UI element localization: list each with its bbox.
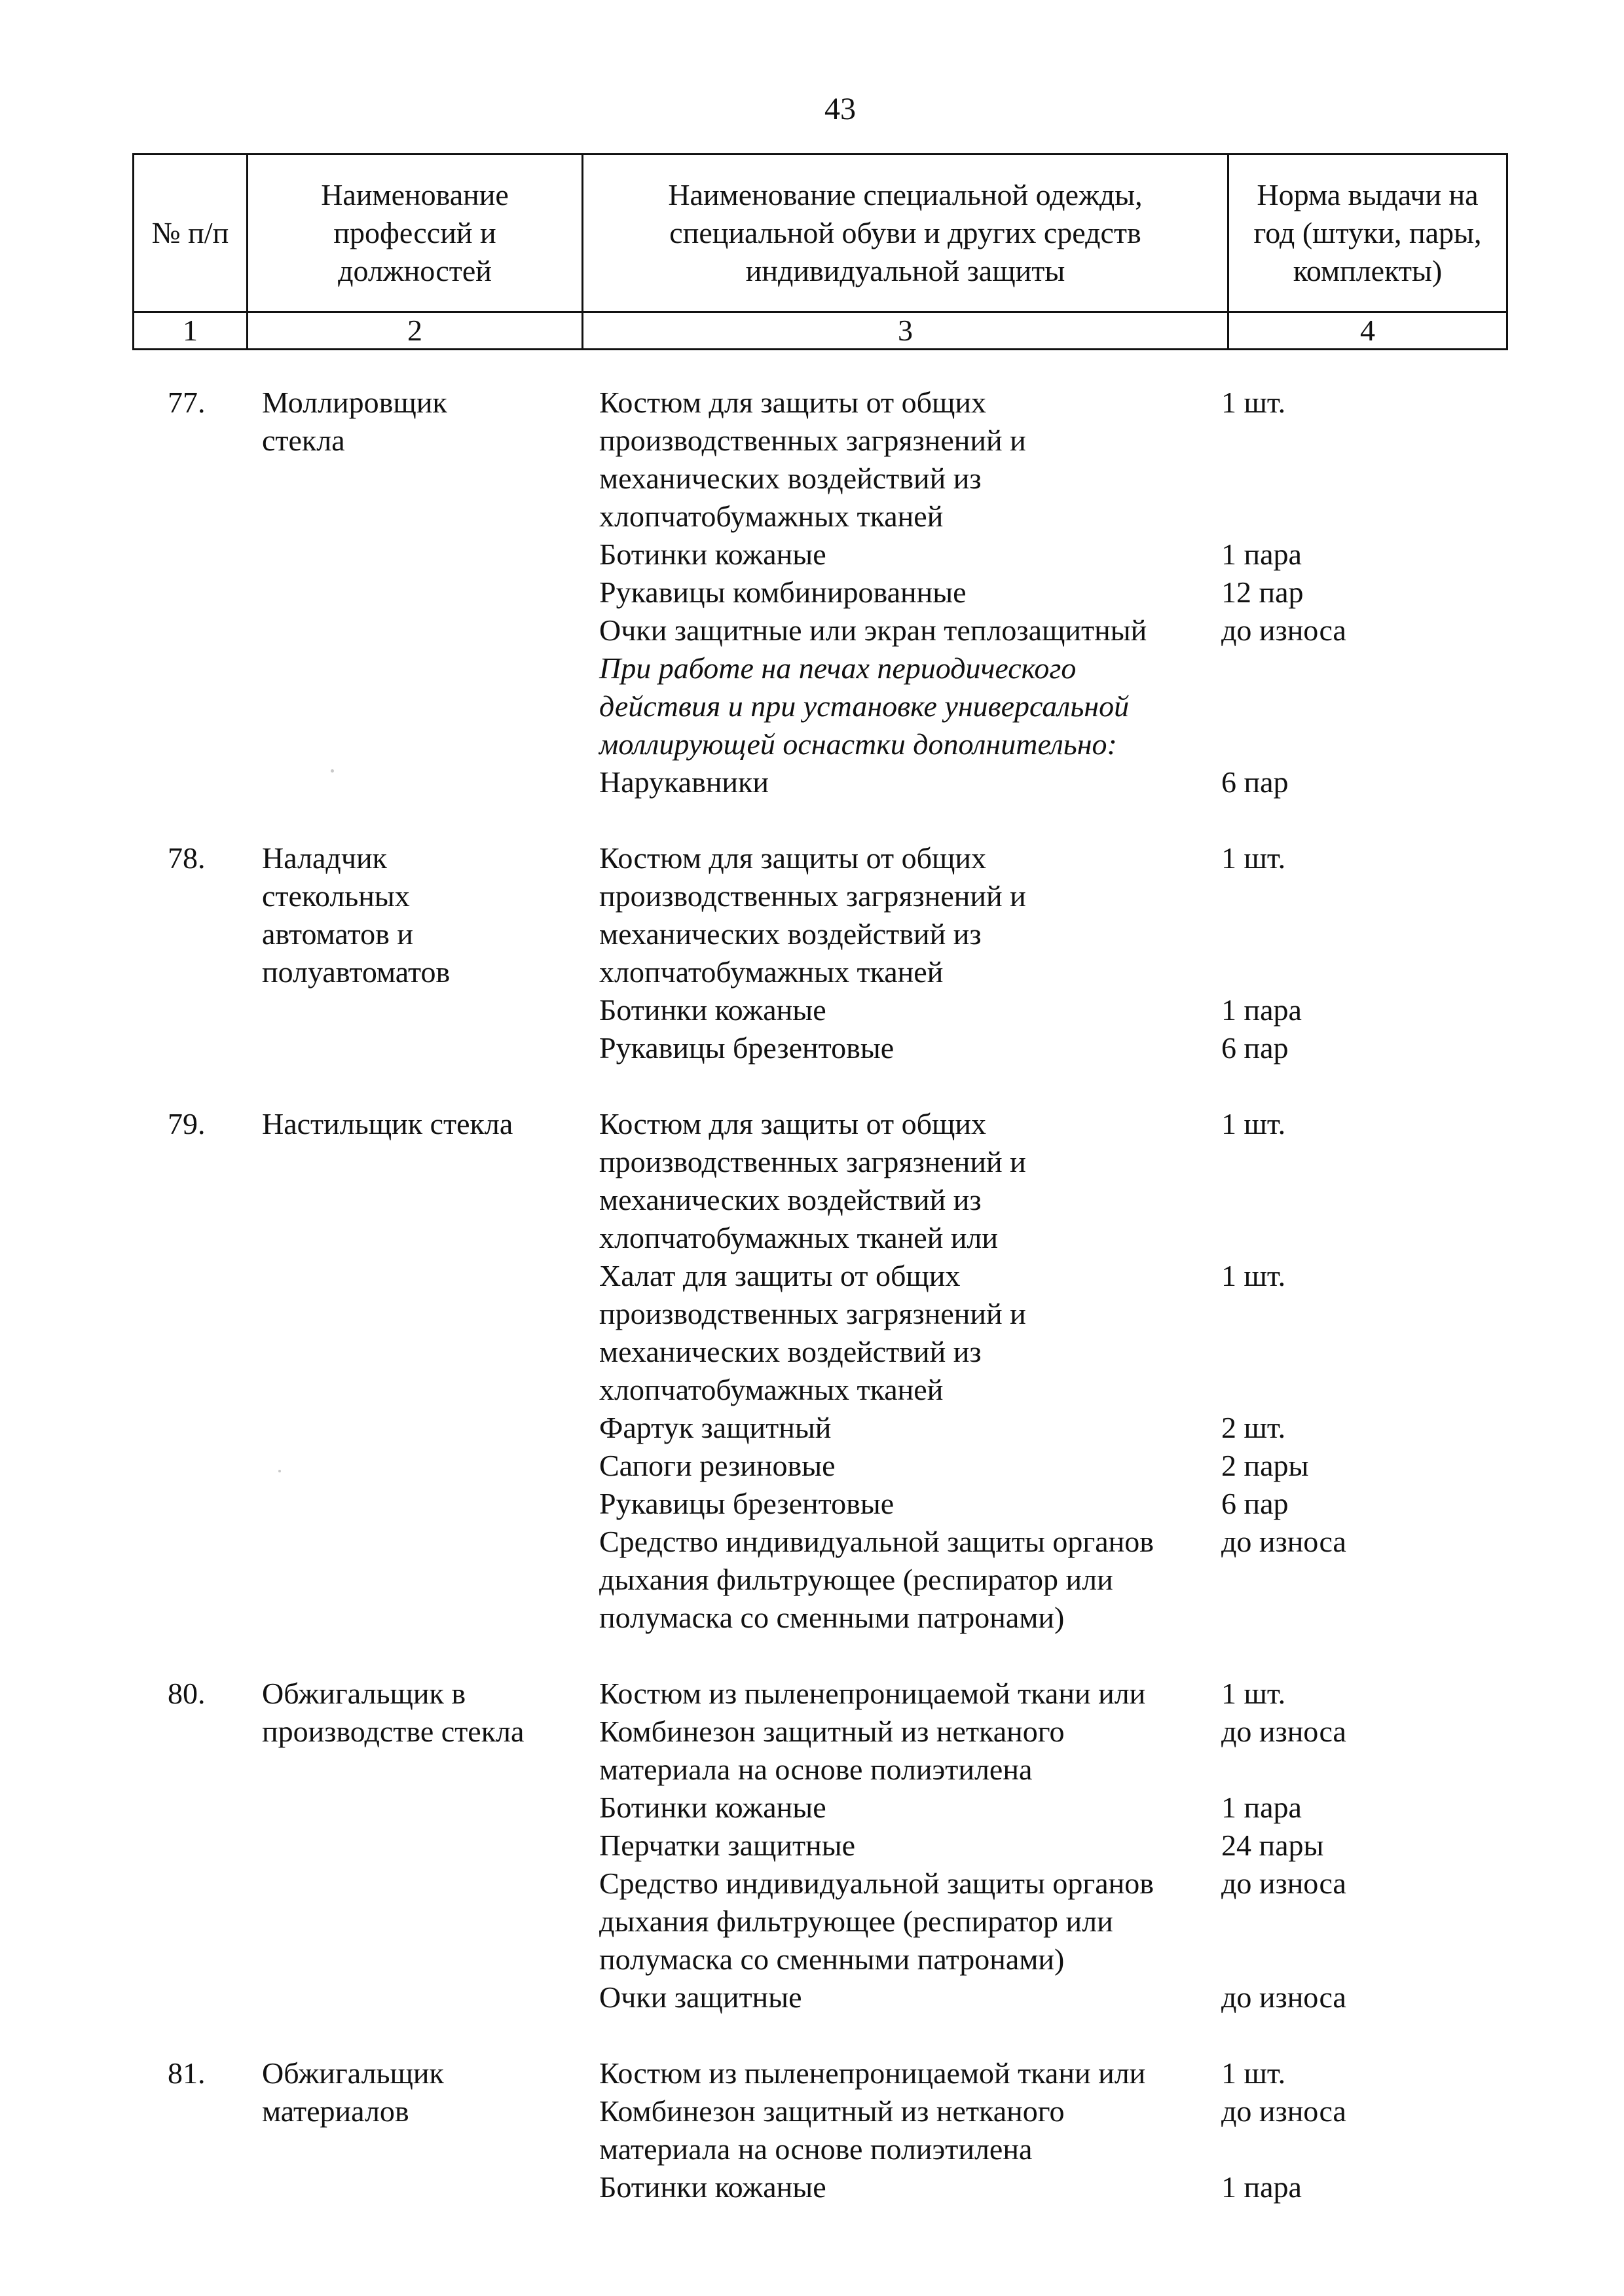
- item-name: [599, 1523, 1221, 1637]
- col-number-header: № п/п: [134, 155, 248, 312]
- item-name: [599, 1029, 1221, 1067]
- table-header: [132, 153, 1508, 350]
- header-title-row: [134, 155, 1507, 312]
- item-name: [599, 1105, 1221, 1257]
- item-name: [599, 1978, 1221, 2016]
- item-name-line: Костюм из пыленепроницаемой ткани или: [599, 2056, 1146, 2090]
- profession-line: Обжигальщик в: [262, 1677, 466, 1710]
- item-quantity: 6 пар: [1221, 1031, 1289, 1065]
- item-name: [599, 649, 1221, 763]
- item-name-line: Комбинезон защитный из нетканого: [599, 1715, 1065, 1748]
- col-equipment-header: Наименование специальной одежды, специальной обуви и других средств индивидуальной защиты: [583, 155, 1228, 312]
- item-name-line: хлопчатобумажных тканей или: [599, 1221, 999, 1254]
- item-row: [599, 1105, 1601, 1257]
- item-name: [599, 1827, 1221, 1865]
- item-name-line: Халат для защиты от общих: [599, 1259, 961, 1292]
- item-name-line: Рукавицы комбинированные: [599, 575, 967, 609]
- entry-items: [599, 839, 1601, 1067]
- list-item: [0, 1675, 1624, 2016]
- item-name-line: Ботинки кожаные: [599, 2170, 826, 2204]
- item-name-line: материала на основе полиэтилена: [599, 1753, 1033, 1786]
- col-index-4: 4: [1228, 312, 1507, 350]
- item-row: [599, 1447, 1601, 1485]
- item-row: [599, 536, 1601, 574]
- item-name-line: хлопчатобумажных тканей: [599, 1373, 944, 1406]
- item-quantity: 1 пара: [1221, 993, 1302, 1027]
- item-name-line: дыхания фильтрующее (респиратор или: [599, 1563, 1113, 1596]
- item-name-line: производственных загрязнений и: [599, 879, 1026, 913]
- entry-items: [599, 1105, 1601, 1637]
- item-name-line: Костюм для защиты от общих: [599, 1107, 987, 1140]
- entries-list: [0, 384, 1624, 2244]
- entry-number: 77.: [168, 386, 206, 419]
- item-name-line: механических воздействий из: [599, 917, 982, 951]
- item-name: [599, 839, 1221, 991]
- item-name-line: Перчатки защитные: [599, 1829, 856, 1862]
- item-name: [599, 536, 1221, 574]
- item-name-line: Ботинки кожаные: [599, 1791, 826, 1824]
- scan-speck: [278, 1470, 281, 1472]
- item-name-line: Костюм для защиты от общих: [599, 386, 987, 419]
- item-name-line: производственных загрязнений и: [599, 424, 1026, 457]
- item-quantity: 1 пара: [1221, 2170, 1302, 2204]
- entry-profession: [262, 384, 576, 460]
- item-quantity: 6 пар: [1221, 1487, 1289, 1520]
- item-name: [599, 763, 1221, 801]
- entry-profession: [262, 1105, 576, 1143]
- item-quantity: до износа: [1221, 1525, 1346, 1558]
- item-quantity: 1 шт.: [1221, 1677, 1286, 1710]
- item-row: [599, 1485, 1601, 1523]
- entry-profession: [262, 2054, 576, 2130]
- item-name-line: механических воздействий из: [599, 1335, 982, 1368]
- item-name: [599, 1485, 1221, 1523]
- col-norm-header: Норма выдачи на год (штуки, пары, комплекты): [1228, 155, 1507, 312]
- item-name-line: Средство индивидуальной защиты органов: [599, 1525, 1154, 1558]
- item-name: [599, 991, 1221, 1029]
- header-number-row: [134, 312, 1507, 350]
- profession-line: Обжигальщик: [262, 2056, 444, 2090]
- entry-number: 79.: [168, 1107, 206, 1140]
- item-quantity: 1 шт.: [1221, 1107, 1286, 1140]
- page-number: 43: [824, 92, 856, 126]
- item-quantity: 12 пар: [1221, 575, 1304, 609]
- item-name: [599, 1865, 1221, 1978]
- list-item: [0, 2054, 1624, 2206]
- item-row: [599, 611, 1601, 649]
- profession-line: материалов: [262, 2094, 409, 2128]
- profession-line: Наладчик: [262, 841, 387, 875]
- item-row: [599, 1029, 1601, 1067]
- col-index-3: 3: [583, 312, 1228, 350]
- item-name: [599, 1789, 1221, 1827]
- item-name-line: производственных загрязнений и: [599, 1297, 1026, 1330]
- item-row: [599, 991, 1601, 1029]
- item-quantity: до износа: [1221, 1715, 1346, 1748]
- item-name: [599, 384, 1221, 536]
- item-name: [599, 1409, 1221, 1447]
- item-name: [599, 1675, 1221, 1713]
- item-quantity: до износа: [1221, 1980, 1346, 2014]
- item-quantity: 1 шт.: [1221, 1259, 1286, 1292]
- item-name-line: При работе на печах периодического: [599, 651, 1077, 685]
- item-row: [599, 1523, 1601, 1637]
- profession-line: Настильщик стекла: [262, 1107, 513, 1140]
- item-name-line: Костюм для защиты от общих: [599, 841, 987, 875]
- item-row: [599, 1257, 1601, 1409]
- item-note: [599, 649, 1601, 763]
- entry-number: 78.: [168, 841, 206, 875]
- item-quantity: 2 пары: [1221, 1449, 1309, 1482]
- item-quantity: 1 пара: [1221, 1791, 1302, 1824]
- item-row: [599, 839, 1601, 991]
- col-index-1: 1: [134, 312, 248, 350]
- item-name: [599, 2092, 1221, 2168]
- item-quantity: 1 шт.: [1221, 2056, 1286, 2090]
- item-name-line: моллирующей оснастки дополнительно:: [599, 727, 1117, 761]
- item-row: [599, 574, 1601, 611]
- profession-line: стекла: [262, 424, 345, 457]
- item-name: [599, 1713, 1221, 1789]
- profession-line: стекольных: [262, 879, 410, 913]
- item-row: [599, 1409, 1601, 1447]
- item-row: [599, 2054, 1601, 2092]
- item-name-line: Костюм из пыленепроницаемой ткани или: [599, 1677, 1146, 1710]
- item-name: [599, 1257, 1221, 1409]
- item-quantity: 1 шт.: [1221, 386, 1286, 419]
- item-quantity: 24 пары: [1221, 1829, 1324, 1862]
- item-name: [599, 2054, 1221, 2092]
- scan-speck: [331, 769, 334, 773]
- item-name-line: хлопчатобумажных тканей: [599, 955, 944, 989]
- entry-items: [599, 384, 1601, 801]
- col-index-2: 2: [248, 312, 583, 350]
- item-quantity: до износа: [1221, 1867, 1346, 1900]
- profession-line: производстве стекла: [262, 1715, 525, 1748]
- item-quantity: 1 пара: [1221, 538, 1302, 571]
- entry-profession: [262, 1675, 576, 1751]
- item-name-line: производственных загрязнений и: [599, 1145, 1026, 1178]
- entry-items: [599, 2054, 1601, 2206]
- item-name-line: дыхания фильтрующее (респиратор или: [599, 1904, 1113, 1938]
- item-row: [599, 1865, 1601, 1978]
- item-name-line: механических воздействий из: [599, 462, 982, 495]
- item-quantity: 2 шт.: [1221, 1411, 1286, 1444]
- item-name-line: полумаска со сменными патронами): [599, 1601, 1065, 1634]
- item-row: [599, 2168, 1601, 2206]
- item-name-line: Рукавицы брезентовые: [599, 1031, 895, 1065]
- item-name-line: Нарукавники: [599, 765, 769, 799]
- list-item: [0, 1105, 1624, 1637]
- item-name-line: Очки защитные или экран теплозащитный: [599, 613, 1147, 647]
- item-quantity: до износа: [1221, 613, 1346, 647]
- item-name: [599, 2168, 1221, 2206]
- item-name: [599, 574, 1221, 611]
- profession-line: полуавтоматов: [262, 955, 451, 989]
- item-row: [599, 1675, 1601, 1713]
- profession-line: Моллировщик: [262, 386, 447, 419]
- item-name: [599, 611, 1221, 649]
- entry-number: 81.: [168, 2056, 206, 2090]
- list-item: [0, 839, 1624, 1067]
- list-item: [0, 384, 1624, 801]
- item-name-line: механических воздействий из: [599, 1183, 982, 1216]
- item-row: [599, 2092, 1601, 2168]
- item-name-line: Ботинки кожаные: [599, 538, 826, 571]
- col-profession-header: Наименование профессий и должностей: [248, 155, 583, 312]
- item-row: [599, 1978, 1601, 2016]
- item-name-line: Ботинки кожаные: [599, 993, 826, 1027]
- item-name-line: хлопчатобумажных тканей: [599, 500, 944, 533]
- profession-line: автоматов и: [262, 917, 413, 951]
- item-row: [599, 1789, 1601, 1827]
- entry-profession: [262, 839, 576, 991]
- item-name-line: Комбинезон защитный из нетканого: [599, 2094, 1065, 2128]
- item-name: [599, 1447, 1221, 1485]
- item-quantity: 1 шт.: [1221, 841, 1286, 875]
- item-row: [599, 763, 1601, 801]
- item-name-line: материала на основе полиэтилена: [599, 2132, 1033, 2166]
- item-row: [599, 1713, 1601, 1789]
- item-row: [599, 384, 1601, 536]
- item-name-line: Рукавицы брезентовые: [599, 1487, 895, 1520]
- item-name-line: полумаска со сменными патронами): [599, 1942, 1065, 1976]
- item-name-line: действия и при установке универсальной: [599, 689, 1130, 723]
- entry-number: 80.: [168, 1677, 206, 1710]
- item-row: [599, 1827, 1601, 1865]
- item-quantity: 6 пар: [1221, 765, 1289, 799]
- item-name-line: Очки защитные: [599, 1980, 802, 2014]
- entry-items: [599, 1675, 1601, 2016]
- item-name-line: Средство индивидуальной защиты органов: [599, 1867, 1154, 1900]
- item-name-line: Фартук защитный: [599, 1411, 832, 1444]
- item-name-line: Сапоги резиновые: [599, 1449, 836, 1482]
- item-quantity: до износа: [1221, 2094, 1346, 2128]
